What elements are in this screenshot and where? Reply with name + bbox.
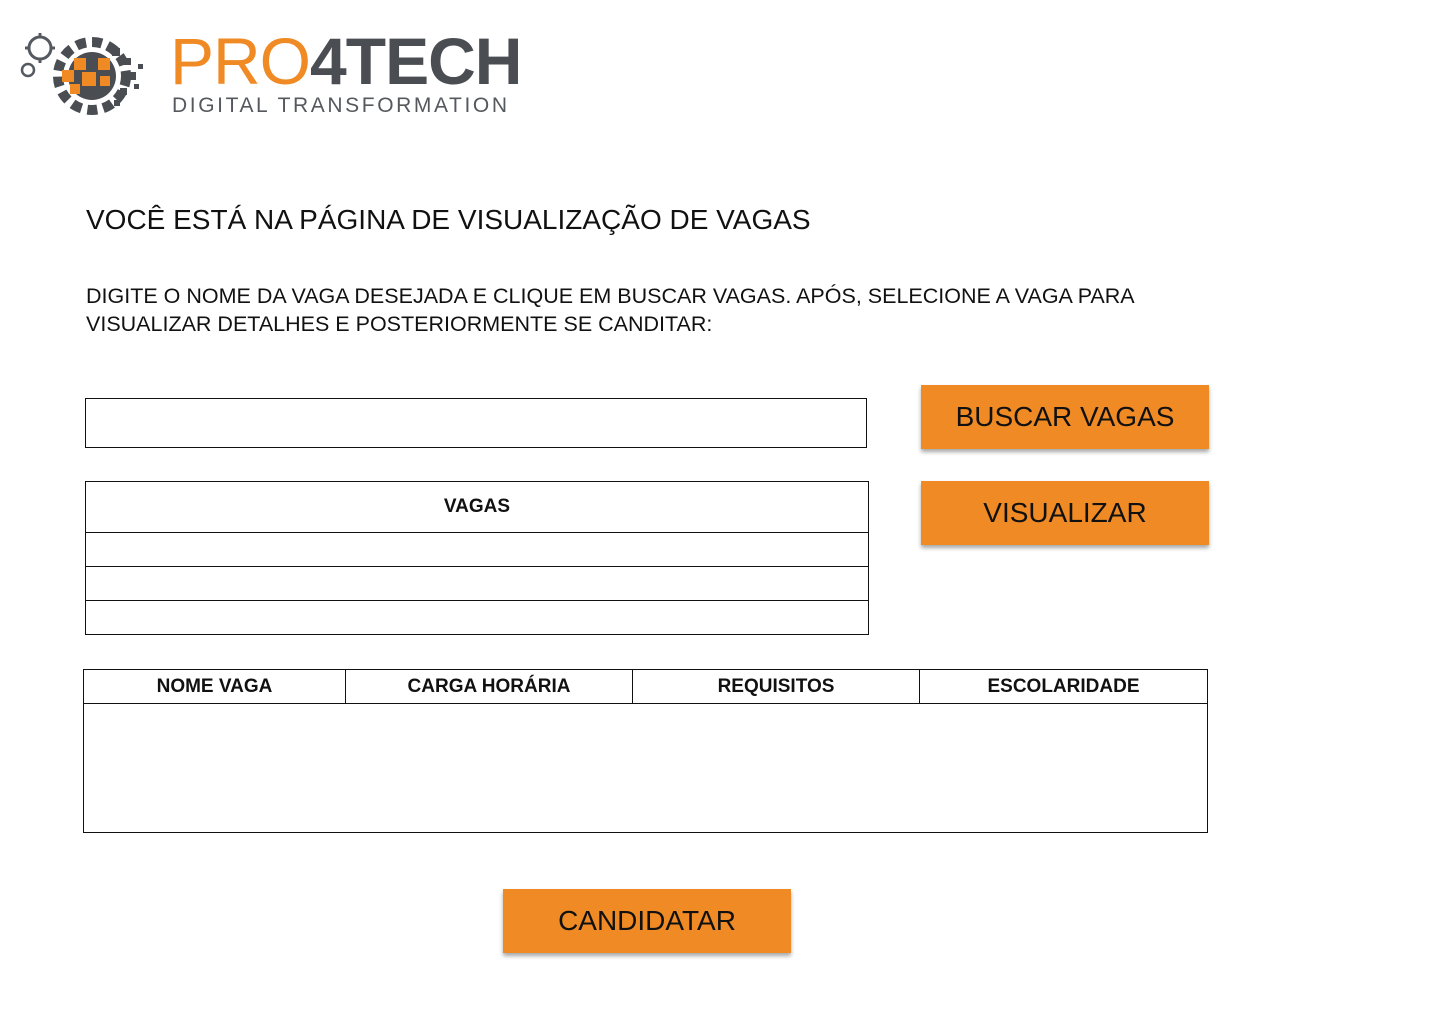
column-header-nome-vaga: NOME VAGA <box>84 670 346 704</box>
pro4tech-logo <box>16 24 526 120</box>
vagas-header: VAGAS <box>86 482 869 533</box>
column-header-requisitos: REQUISITOS <box>633 670 920 704</box>
gears-pixels-icon <box>16 28 148 118</box>
page-title: VOCÊ ESTÁ NA PÁGINA DE VISUALIZAÇÃO DE VAGAS <box>86 204 811 235</box>
vagas-table <box>85 481 869 635</box>
column-header-carga-horaria: CARGA HORÁRIA <box>346 670 633 704</box>
vaga-row[interactable] <box>86 533 869 567</box>
brand-tech: TECH <box>345 24 522 98</box>
search-input[interactable] <box>85 398 867 448</box>
brand-four: 4 <box>310 24 346 98</box>
brand-pro: PRO <box>170 24 311 98</box>
candidatar-button[interactable]: CANDIDATAR <box>503 889 791 953</box>
instructions-text: DIGITE O NOME DA VAGA DESEJADA E CLIQUE EM BUSCAR VAGAS. APÓS, SELECIONE A VAGA PARA VISUALIZAR DETALHES E POSTERIORMENTE SE CANDITAR: <box>86 284 1134 336</box>
detail-body <box>84 704 1208 833</box>
column-header-escolaridade: ESCOLARIDADE <box>920 670 1208 704</box>
vaga-row[interactable] <box>86 567 869 601</box>
brand-name <box>170 24 522 98</box>
vaga-row[interactable] <box>86 601 869 635</box>
visualizar-button[interactable]: VISUALIZAR <box>921 481 1209 545</box>
brand-tagline: DIGITAL TRANSFORMATION <box>172 94 510 117</box>
vaga-detail-table <box>83 669 1208 833</box>
buscar-vagas-button[interactable]: BUSCAR VAGAS <box>921 385 1209 449</box>
